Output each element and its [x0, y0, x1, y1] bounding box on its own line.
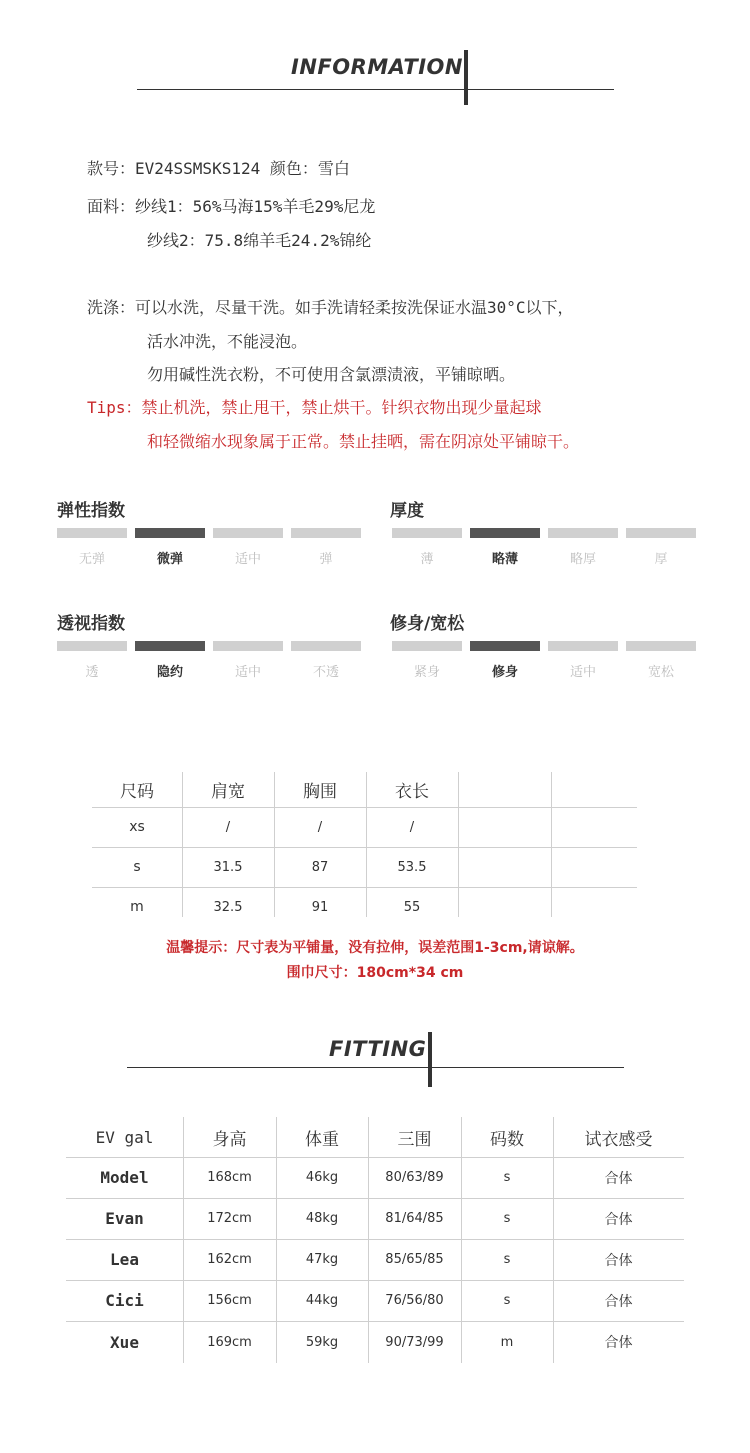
fit-cell: 47kg — [305, 1252, 339, 1267]
fit-header-cell: EV gal — [95, 1127, 154, 1147]
indicator-label: 宽松 — [647, 665, 674, 680]
size-cell: s — [133, 859, 141, 875]
indicator-title: 透视指数 — [57, 614, 125, 634]
fit-cell: 合体 — [604, 1293, 633, 1310]
indicator-label: 隐约 — [156, 665, 183, 680]
indicator-label: 略厚 — [569, 552, 596, 567]
indicator-title: 弹性指数 — [57, 501, 125, 521]
indicator-bar-3 — [548, 641, 618, 651]
size-cell: xs — [129, 819, 145, 835]
size-cell: 87 — [311, 859, 329, 875]
indicator-label: 透 — [85, 665, 99, 680]
fitting-title: FITTING — [329, 1037, 427, 1061]
fit-cell: 80/63/89 — [385, 1170, 444, 1185]
fit-cell: 48kg — [305, 1211, 339, 1226]
indicator-bar-1 — [392, 528, 462, 538]
size-header-cell — [458, 772, 551, 807]
indicator-bar-3 — [213, 528, 283, 538]
indicator-title: 修身/宽松 — [390, 614, 465, 634]
fit-cell: 169cm — [207, 1334, 252, 1350]
fit-cell: 46kg — [305, 1170, 339, 1185]
fit-cell: Evan — [105, 1209, 144, 1228]
size-cell — [551, 807, 637, 847]
tips-line-2: 和轻微缩水现象属于正常。禁止挂晒，需在阴凉处平铺晾干。 — [147, 432, 580, 451]
size-header-cell: 肩宽 — [211, 782, 245, 802]
fit-header-cell: 三围 — [397, 1129, 432, 1150]
indicator-label: 紧身 — [413, 665, 440, 680]
fit-cell: 85/65/85 — [385, 1252, 444, 1267]
fit-cell: 81/64/85 — [385, 1211, 444, 1226]
size-cell: / — [317, 819, 323, 835]
size-cell — [551, 847, 637, 887]
fit-cell: 59kg — [305, 1334, 339, 1350]
fit-cell: 合体 — [604, 1211, 633, 1228]
size-cell — [458, 887, 551, 927]
fit-header-cell: 码数 — [490, 1129, 524, 1150]
fit-cell: 168cm — [207, 1170, 252, 1185]
fit-cell: s — [503, 1170, 511, 1185]
size-cell: / — [409, 819, 415, 835]
fitting-bar — [428, 1032, 432, 1087]
fit-cell: 162cm — [207, 1252, 252, 1267]
size-cell: 32.5 — [213, 899, 243, 915]
fit-header-cell: 身高 — [212, 1129, 247, 1150]
size-header-cell — [551, 772, 637, 807]
size-header-cell: 衣长 — [395, 782, 429, 802]
wash-line-1: 洗涤：可以水洗，尽量干洗。如手洗请轻柔按洗保证水温30°C以下， — [87, 298, 574, 317]
indicator-bar-1 — [57, 641, 127, 651]
size-note: 温馨提示：尺寸表为平铺量，没有拉伸，误差范围1-3cm,请谅解。 — [166, 940, 584, 956]
size-header-cell: 胸围 — [303, 782, 337, 802]
wash-line-2: 活水冲洗，不能浸泡。 — [147, 332, 308, 351]
fit-cell: 44kg — [305, 1293, 339, 1308]
fit-cell: Lea — [110, 1250, 139, 1269]
fit-header-cell: 试衣感受 — [584, 1129, 653, 1150]
fit-cell: 合体 — [604, 1170, 633, 1187]
size-header-cell: 尺码 — [120, 782, 154, 802]
fit-cell: s — [503, 1211, 511, 1226]
size-cell: 53.5 — [397, 859, 427, 875]
information-bar — [464, 50, 468, 105]
fitting-rule — [127, 1067, 624, 1068]
fit-cell: Cici — [105, 1291, 144, 1310]
indicator-label: 弹 — [319, 552, 333, 567]
indicator-bar-4 — [291, 641, 361, 651]
size-cell: 55 — [403, 899, 421, 915]
fit-cell: 90/73/99 — [385, 1334, 444, 1350]
indicator-label: 微弹 — [156, 552, 183, 567]
fit-cell: Model — [100, 1168, 149, 1187]
fabric-line-1: 面料：纱线1：56%马海15%羊毛29%尼龙 — [87, 197, 376, 216]
indicator-title: 厚度 — [390, 501, 424, 521]
indicator-label: 无弹 — [78, 552, 105, 567]
size-cell — [458, 847, 551, 887]
tips-line-1: Tips：禁止机洗，禁止甩干，禁止烘干。针织衣物出现少量起球 — [87, 398, 542, 417]
indicator-label: 不透 — [312, 665, 339, 680]
indicator-bar-1 — [57, 528, 127, 538]
fit-cell: 156cm — [207, 1293, 252, 1308]
fit-cell: Xue — [110, 1332, 139, 1352]
wash-line-3: 勿用碱性洗衣粉，不可使用含氯漂渍液，平铺晾晒。 — [147, 365, 516, 384]
fit-cell: 合体 — [604, 1335, 633, 1351]
indicator-label: 薄 — [420, 552, 434, 567]
fit-cell: s — [503, 1252, 511, 1267]
indicator-label: 适中 — [234, 552, 261, 567]
indicator-bar-2 — [470, 641, 540, 651]
information-title: INFORMATION — [291, 55, 463, 79]
indicator-bar-2 — [470, 528, 540, 538]
fit-cell: s — [503, 1293, 511, 1308]
indicator-label: 略薄 — [491, 552, 518, 567]
fit-cell: 172cm — [207, 1211, 252, 1226]
fit-cell: 合体 — [604, 1252, 633, 1269]
indicator-bar-4 — [291, 528, 361, 538]
size-cell — [458, 807, 551, 847]
size-cell: / — [225, 819, 231, 835]
indicator-bar-3 — [213, 641, 283, 651]
indicator-bar-2 — [135, 528, 205, 538]
indicator-label: 适中 — [234, 665, 261, 680]
scarf-size-note: 围巾尺寸：180cm*34 cm — [286, 965, 464, 981]
indicator-bar-2 — [135, 641, 205, 651]
information-rule — [137, 89, 614, 90]
size-cell — [551, 887, 637, 927]
fabric-line-2: 纱线2：75.8绵羊毛24.2%锦纶 — [147, 231, 372, 250]
indicator-label: 适中 — [569, 665, 596, 680]
indicator-bar-1 — [392, 641, 462, 651]
style-color-line: 款号：EV24SSMSKS124 颜色：雪白 — [87, 159, 350, 178]
indicator-bar-3 — [548, 528, 618, 538]
indicator-label: 修身 — [491, 665, 518, 680]
fit-cell: 76/56/80 — [385, 1293, 444, 1308]
indicator-bar-4 — [626, 641, 696, 651]
size-cell: 91 — [311, 899, 329, 915]
fit-header-cell: 体重 — [305, 1129, 339, 1150]
fit-cell: m — [500, 1334, 514, 1350]
size-cell: 31.5 — [213, 859, 243, 875]
indicator-label: 厚 — [654, 552, 668, 567]
indicator-bar-4 — [626, 528, 696, 538]
size-cell: m — [130, 899, 144, 915]
